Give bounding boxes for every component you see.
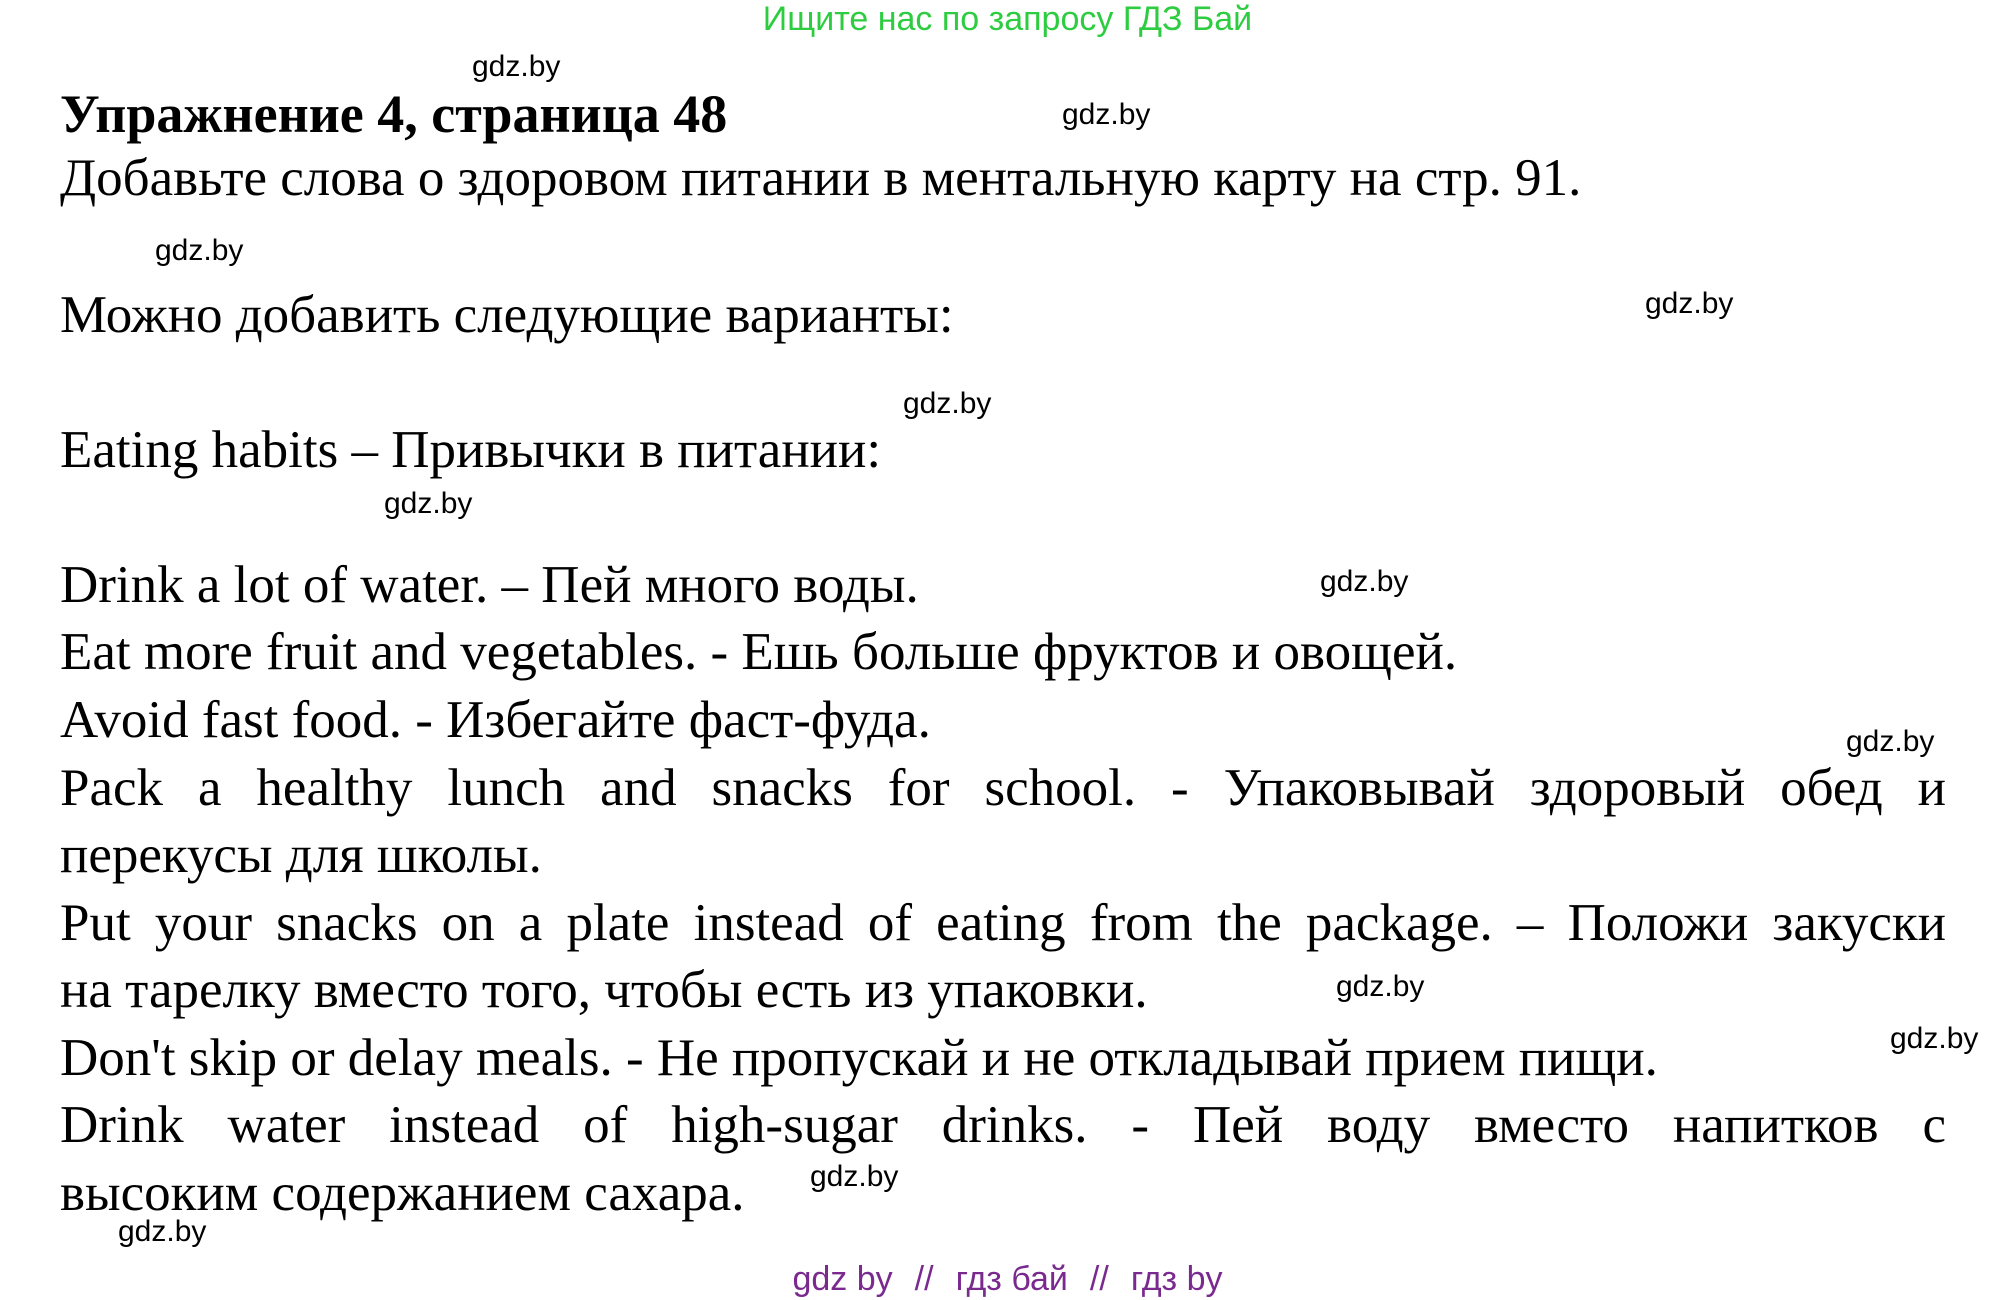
habit-line-1: Drink a lot of water. – Пей много воды. — [60, 556, 919, 614]
watermark: gdz.by — [810, 1160, 899, 1193]
instruction-text: Добавьте слова о здоровом питании в ментальную карту на стр. 91. — [60, 149, 1582, 207]
page-title: Упражнение 4, страница 48 — [60, 84, 728, 144]
footer-link-gdz-by[interactable]: gdz by — [792, 1260, 893, 1298]
habit-line-2: Eat more fruit and vegetables. - Ешь больше фруктов и овощей. — [60, 623, 1458, 681]
watermark: gdz.by — [1846, 725, 1935, 758]
footer-links — [0, 1260, 2015, 1298]
footer-link-gdz-by-mixed[interactable]: гдз by — [1130, 1260, 1223, 1298]
watermark: gdz.by — [1645, 287, 1734, 320]
watermark: gdz.by — [1320, 565, 1409, 598]
footer-separator: // — [1089, 1260, 1109, 1298]
watermark: gdz.by — [472, 50, 561, 83]
watermark: gdz.by — [155, 234, 244, 267]
watermark: gdz.by — [1336, 970, 1425, 1003]
habit-line-5-continued: на тарелку вместо того, чтобы есть из упаковки. — [60, 961, 1148, 1019]
watermark: gdz.by — [1062, 98, 1151, 131]
top-banner: Ищите нас по запросу ГДЗ Бай — [762, 0, 1253, 38]
watermark: gdz.by — [903, 387, 992, 420]
habit-line-4-continued: перекусы для школы. — [60, 826, 542, 884]
footer-link-gdz-bai[interactable]: гдз бай — [955, 1260, 1068, 1298]
watermark: gdz.by — [1890, 1022, 1979, 1055]
habit-line-4: Pack a healthy lunch and snacks for school. - Упаковывай здоровый обед и — [60, 759, 1946, 817]
intro-text: Можно добавить следующие варианты: — [60, 286, 954, 344]
footer-separator: // — [914, 1260, 934, 1298]
watermark: gdz.by — [118, 1215, 207, 1248]
watermark: gdz.by — [384, 487, 473, 520]
habit-line-5: Put your snacks on a plate instead of eating from the package. – Положи закуски — [60, 894, 1946, 952]
habit-line-7-continued: высоким содержанием сахара. — [60, 1164, 745, 1222]
section-heading: Eating habits – Привычки в питании: — [60, 421, 882, 479]
habit-line-6: Don't skip or delay meals. - Не пропускай и не откладывай прием пищи. — [60, 1029, 1658, 1087]
habit-line-3: Avoid fast food. - Избегайте фаст-фуда. — [60, 691, 931, 749]
habit-line-7: Drink water instead of high-sugar drinks. - Пей воду вместо напитков с — [60, 1096, 1946, 1154]
